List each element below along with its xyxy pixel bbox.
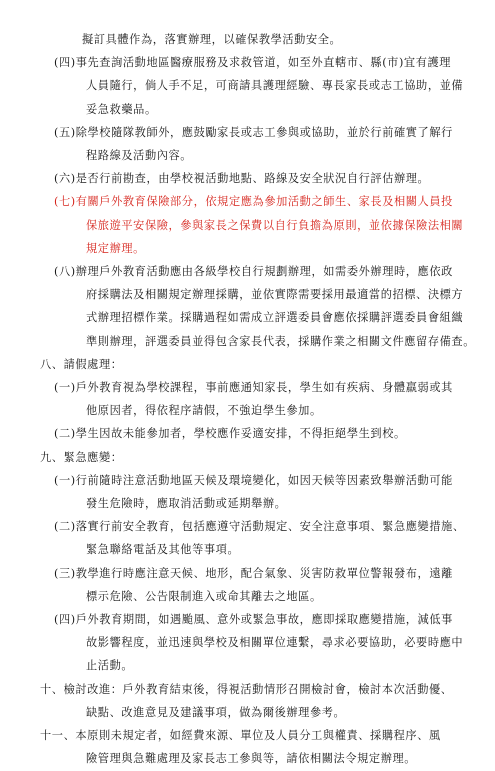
text-line: 準則辦理，評選委員並得包含家長代表，採購作業之相關文件應留存備查。 bbox=[86, 334, 475, 348]
text-line: (二)學生因故未能參加者，學校應作妥適安排，不得拒絕學生到校。 bbox=[54, 427, 406, 441]
text-line: (八)辦理戶外教育活動應由各級學校自行規劃辦理，如需委外辦理時，應依政 bbox=[54, 265, 453, 279]
text-line: (一)行前隨時注意活動地區天候及環境變化，如因天候等因素致舉辦活動可能 bbox=[54, 473, 453, 487]
text-line: 缺點、改進意見及建議事項，做為爾後辦理參考。 bbox=[86, 705, 346, 719]
highlighted-text-line: 保旅遊平安保險，參與家長之保費以自行負擔為原則，並依據保險法相關 bbox=[86, 218, 464, 232]
text-line: 擬訂具體作為，落實辦理，以確保教學活動安全。 bbox=[82, 33, 342, 46]
text-line: 險管理與急難處理及家長志工參與等，請依相關法令規定辦理。 bbox=[86, 752, 417, 766]
text-line: 止活動。 bbox=[86, 659, 134, 673]
text-line: (三)教學進行時應注意天候、地形，配合氣象、災害防救單位警報發布，遠離 bbox=[54, 566, 453, 580]
text-line: (一)戶外教育視為學校課程，事前應通知家長，學生如有疾病、身體羸弱或其 bbox=[54, 381, 453, 395]
section-heading: 八、請假處理： bbox=[40, 357, 123, 371]
text-line: 程路線及活動內容。 bbox=[86, 149, 193, 163]
text-line: 發生危險時，應取消活動或延期舉辦。 bbox=[86, 497, 287, 511]
section-heading: 十、檢討改進：戶外教育結束後，得視活動情形召開檢討會，檢討本次活動優、 bbox=[40, 682, 453, 696]
text-line: 緊急聯絡電話及其他等事項。 bbox=[86, 543, 240, 557]
text-line: (四)戶外教育期間，如遇颱風、意外或緊急事故，應即採取應變措施，減低事 bbox=[54, 613, 453, 627]
text-line: 式辦理招標作業。採購過程如需成立評選委員會應依採購評選委員會組織 bbox=[86, 311, 464, 325]
text-line: (六)是否行前勘查，由學校視活動地點、路線及安全狀況自行評估辦理。 bbox=[54, 172, 430, 186]
highlighted-text-line: (七)有關戶外教育保險部分，依規定應為參加活動之師生、家長及相關人員投 bbox=[54, 195, 453, 209]
text-line: (五)除學校隨隊教師外，應鼓勵家長或志工參與或協助，並於行前確實了解行 bbox=[54, 125, 453, 139]
text-line: (四)事先查詢活動地區醫療服務及求救管道，如至外直轄市、縣(市)宜有護理 bbox=[54, 56, 452, 70]
highlighted-text-line: 規定辦理。 bbox=[86, 241, 145, 255]
text-line: (二)落實行前安全教育，包括應遵守活動規定、安全注意事項、緊急應變措施、 bbox=[54, 520, 465, 534]
text-line: 故影響程度，並迅速與學校及相關單位連繫，尋求必要協助，必要時應中 bbox=[86, 636, 464, 650]
text-line: 妥急救藥品。 bbox=[86, 102, 157, 116]
text-line: 人員隨行，倘人手不足，可商請具護理經驗、專長家長或志工協助，並備 bbox=[86, 79, 464, 93]
section-heading: 九、緊急應變： bbox=[40, 450, 123, 464]
text-line: 他原因者，得依程序請假，不強迫學生參加。 bbox=[86, 404, 322, 418]
text-line: 府採購法及相關規定辦理採購，並依實際需要採用最適當的招標、決標方 bbox=[86, 288, 464, 302]
section-heading: 十一、本原則未規定者，如經費來源、單位及人員分工與權責、採購程序、風 bbox=[40, 729, 441, 743]
text-line: 標示危險、公告限制進入或命其離去之地區。 bbox=[86, 589, 322, 603]
